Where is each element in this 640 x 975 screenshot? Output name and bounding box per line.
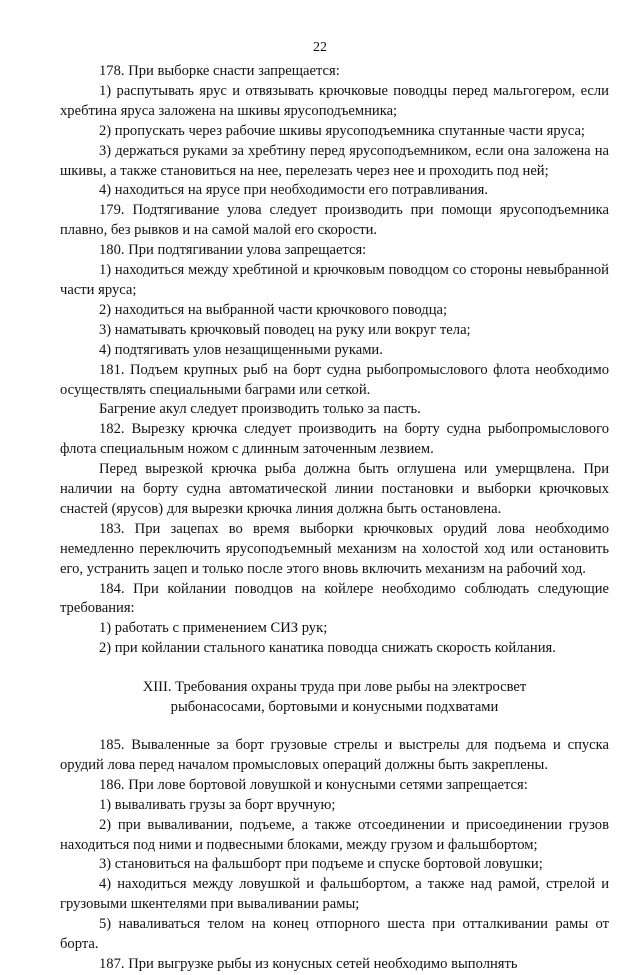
paragraph: 185. Вываленные за борт грузовые стрелы и выстрелы для подъема и спуска орудий лова перед началом промысловых операций должны быть закреплены. bbox=[60, 737, 609, 773]
paragraph: 2) находиться на выбранной части крючкового поводца; bbox=[99, 301, 448, 318]
paragraph: 3) становиться на фальшборт при подъеме и спуске бортовой ловушки; bbox=[99, 856, 543, 873]
paragraph: 1) находиться между хребтиной и крючковым поводцом со стороны невыбранной части яруса; bbox=[60, 262, 609, 298]
paragraph: 183. При зацепах во время выборки крючковых орудий лова необходимо немедленно переключить ярусоподъемный механизм на холостой ход или остановить его, устранить зацеп и только после этого вновь включить механизм на рабочий ход. bbox=[60, 520, 609, 577]
paragraph: 186. При лове бортовой ловушкой и конусными сетями запрещается: bbox=[99, 776, 528, 793]
paragraph: Перед вырезкой крючка рыба должна быть оглушена или умерщвлена. При наличии на борту судна автоматической линии постановки и выборки крючковых снастей (ярусов) для вырезки крючка линия должна быть остановлена. bbox=[60, 461, 609, 517]
paragraph: 182. Вырезку крючка следует производить на борту судна рыбопромыслового флота специальным ножом с длинным заточенным лезвием. bbox=[60, 421, 609, 458]
paragraph: 4) подтягивать улов незащищенными руками. bbox=[99, 341, 383, 358]
document-body bbox=[60, 62, 609, 975]
paragraph: Багрение акул следует производить только за пасть. bbox=[99, 401, 421, 418]
section-heading-line-1: XIII. Требования охраны труда при лове рыбы на электросвет bbox=[142, 679, 527, 696]
paragraph: 2) пропускать через рабочие шкивы ярусоподъемника спутанные части яруса; bbox=[99, 122, 585, 139]
paragraph: 184. При койлании поводцов на койлере необходимо соблюдать следующие требования: bbox=[60, 580, 609, 617]
paragraph: 5) наваливаться телом на конец отпорного шеста при отталкивании рамы от борта. bbox=[60, 916, 609, 953]
paragraph: 178. При выборке снасти запрещается: bbox=[99, 63, 340, 79]
page-number: 22 bbox=[313, 40, 327, 55]
spacer bbox=[60, 659, 609, 678]
spacer bbox=[60, 718, 609, 736]
paragraph: 181. Подъем крупных рыб на борт судна рыбопромыслового флота необходимо осуществлять специальными баграми или сеткой. bbox=[60, 361, 609, 398]
paragraph: 1) вываливать грузы за борт вручную; bbox=[99, 796, 336, 813]
paragraph: 4) находиться на ярусе при необходимости его потравливания. bbox=[99, 182, 488, 199]
paragraph: 180. При подтягивании улова запрещается: bbox=[99, 242, 367, 259]
paragraph: 2) при койлании стального канатика поводца снижать скорость койлания. bbox=[99, 640, 556, 657]
section-heading-line-2: рыбонасосами, бортовыми и конусными подхватами bbox=[170, 699, 499, 716]
paragraph: 179. Подтягивание улова следует производить при помощи ярусоподъемника плавно, без рывков и на самой малой его скорости. bbox=[60, 202, 609, 239]
paragraph: 3) держаться руками за хребтину перед ярусоподъемником, если она заложена на шкивы, а также становиться на нее, перелезать через нее и проходить под ней; bbox=[60, 142, 609, 179]
paragraph: 2) при вываливании, подъеме, а также отсоединении и присоединении грузов находиться под ними и подвесными блоками, между грузом и фальшбортом; bbox=[60, 816, 609, 853]
paragraph: 3) наматывать крючковый поводец на руку или вокруг тела; bbox=[99, 321, 471, 338]
paragraph: 187. При выгрузке рыбы из конусных сетей необходимо выполнять bbox=[99, 955, 518, 972]
paragraph: 1) распутывать ярус и отвязывать крючковые поводцы перед мальгогером, если хребтина яруса заложена на шкивы ярусоподъемника; bbox=[60, 82, 609, 119]
paragraph: 4) находиться между ловушкой и фальшбортом, а также над рамой, стрелой и грузовыми шкентелями при вываливании рамы; bbox=[60, 876, 609, 913]
paragraph: 1) работать с применением СИЗ рук; bbox=[99, 620, 328, 637]
